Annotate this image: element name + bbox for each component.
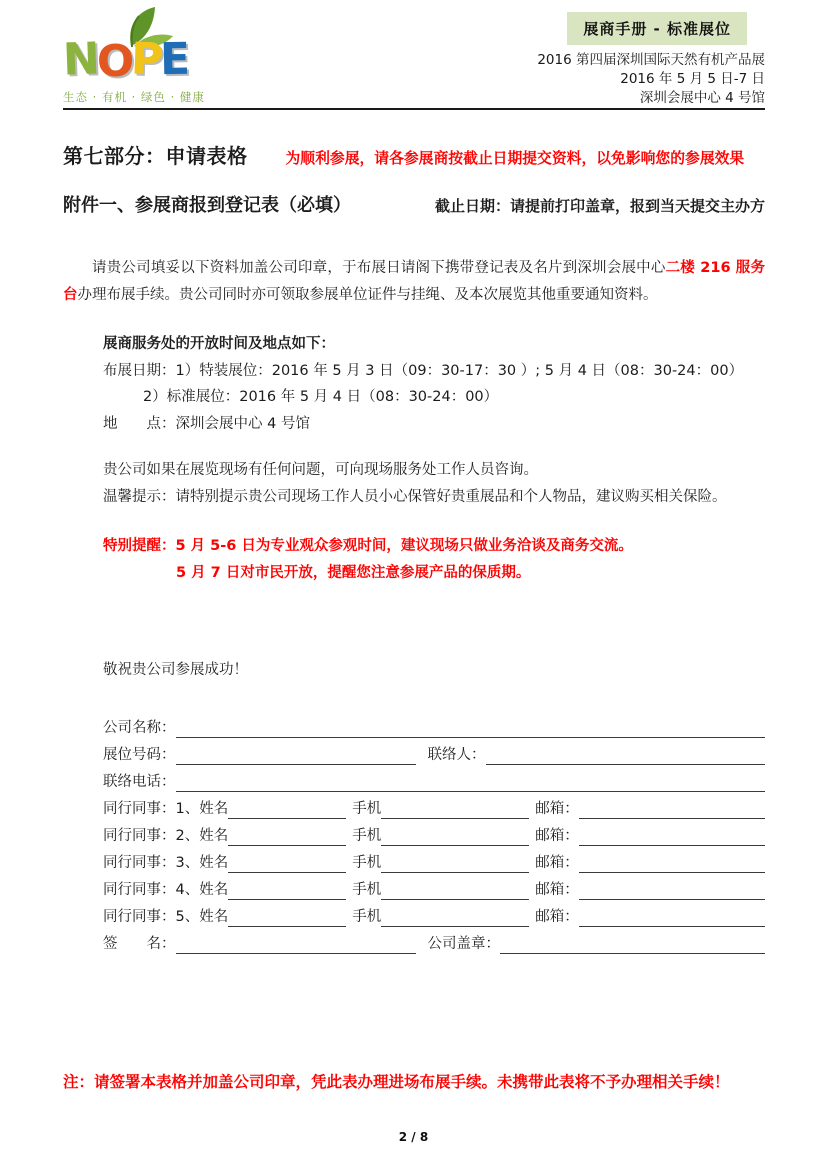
- intro-paragraph: [63, 255, 765, 309]
- colleague-row: [103, 792, 765, 819]
- phone-field[interactable]: [176, 774, 766, 792]
- colleague-name-field[interactable]: [228, 882, 346, 900]
- deadline-note: 截止日期：请提前打印盖章，报到当天提交主办方: [434, 197, 765, 215]
- mobile-label: 手机: [352, 828, 382, 844]
- colleague-name-label: 同行同事：1、姓名: [103, 801, 229, 817]
- company-name-field[interactable]: [176, 720, 766, 738]
- signature-field[interactable]: [176, 936, 416, 954]
- email-field[interactable]: [579, 909, 765, 927]
- booth-number-label: 展位号码：: [103, 747, 176, 763]
- logo-word: [62, 33, 233, 87]
- intro-text-after: 办理布展手续。贵公司同时亦可领取参展单位证件与挂绳、及本次展览其他重要通知资料。: [77, 287, 658, 303]
- colleague-name-field[interactable]: [228, 909, 346, 927]
- colleague-row: [103, 846, 765, 873]
- intro-highlight: 二楼 216 服务台: [63, 260, 765, 303]
- email-field[interactable]: [579, 828, 765, 846]
- colleague-name-label: 同行同事：5、姓名: [103, 909, 229, 925]
- mobile-field[interactable]: [381, 882, 529, 900]
- email-label: 邮箱：: [535, 855, 579, 871]
- intro-text-before: 请贵公司填妥以下资料加盖公司印章，于布展日请阁下携带登记表及名片到深圳会展中心: [92, 260, 666, 276]
- nope-logo: [63, 8, 233, 105]
- email-label: 邮箱：: [535, 882, 579, 898]
- mobile-field[interactable]: [381, 909, 529, 927]
- colleague-name-label: 同行同事：3、姓名: [103, 855, 229, 871]
- mobile-label: 手机: [352, 801, 382, 817]
- service-info-block: [103, 331, 765, 437]
- page-number: 2 / 8: [398, 1130, 429, 1144]
- footer-warning-note: 注：请签署本表格并加盖公司印章，凭此表办理进场布展手续。未携带此表将不予办理相关手续！: [63, 1073, 730, 1091]
- logo-letter-e: E: [160, 33, 188, 86]
- company-stamp-label: 公司盖章：: [427, 936, 500, 952]
- logo-tagline: 生态 · 有机 · 绿色 · 健康: [63, 90, 205, 104]
- colleague-row: [103, 900, 765, 927]
- logo-letter-p: P: [130, 33, 162, 86]
- mobile-field[interactable]: [381, 855, 529, 873]
- phone-row: [103, 765, 765, 792]
- colleague-row: [103, 819, 765, 846]
- service-hours-heading: 展商服务处的开放时间及地点如下：: [103, 336, 335, 352]
- attachment-title: 附件一、参展商报到登记表（必填）: [63, 195, 351, 216]
- signature-label: 签 名：: [103, 936, 176, 952]
- venue-line: 地 点：深圳会展中心 4 号馆: [103, 415, 310, 432]
- registration-form: [103, 711, 765, 954]
- section-title: 第七部分：申请表格: [63, 144, 248, 168]
- wish-line: 敬祝贵公司参展成功！: [103, 662, 248, 678]
- mobile-label: 手机: [352, 909, 382, 925]
- signature-row: [103, 927, 765, 954]
- warm-tip: 温馨提示：请特别提示贵公司现场工作人员小心保管好贵重展品和个人物品，建议购买相关保险。: [103, 489, 727, 505]
- colleague-name-label: 同行同事：2、姓名: [103, 828, 229, 844]
- colleague-name-label: 同行同事：4、姓名: [103, 882, 229, 898]
- header-event-info: [537, 8, 765, 108]
- contact-person-label: 联络人：: [427, 747, 486, 763]
- phone-label: 联络电话：: [103, 774, 176, 790]
- email-field[interactable]: [579, 855, 765, 873]
- logo-letter-n: N: [62, 33, 98, 86]
- event-venue: 深圳会展中心 4 号馆: [639, 90, 765, 106]
- setup-schedule-line-1: 布展日期：1）特装展位：2016 年 5 月 3 日（09：30-17：30 ）; 5 月 4 日（08：30-24：00）: [103, 362, 744, 379]
- special-reminder-line-2: 5 月 7 日对市民开放，提醒您注意参展产品的保质期。: [176, 565, 531, 581]
- setup-schedule-line-2: 2）标准展位：2016 年 5 月 4 日（08：30-24：00）: [143, 389, 499, 405]
- company-name-label: 公司名称：: [103, 720, 176, 736]
- company-name-row: [103, 711, 765, 738]
- event-name: 2016 第四届深圳国际天然有机产品展: [537, 52, 765, 68]
- colleague-name-field[interactable]: [228, 828, 346, 846]
- contact-person-field[interactable]: [486, 747, 766, 765]
- mobile-label: 手机: [352, 882, 382, 898]
- booth-number-field[interactable]: [176, 747, 416, 765]
- mobile-field[interactable]: [381, 801, 529, 819]
- special-reminder-line-1: 特别提醒：5 月 5-6 日为专业观众参观时间，建议现场只做业务洽谈及商务交流。: [103, 538, 633, 554]
- email-field[interactable]: [579, 801, 765, 819]
- notes-block: [103, 457, 765, 511]
- email-label: 邮箱：: [535, 801, 579, 817]
- page-header: [63, 0, 765, 110]
- colleague-name-field[interactable]: [228, 855, 346, 873]
- email-field[interactable]: [579, 882, 765, 900]
- special-reminder-block: [103, 533, 765, 587]
- onsite-help-note: 贵公司如果在展览现场有任何问题，可向现场服务处工作人员咨询。: [103, 462, 538, 478]
- section-title-note: 为顺利参展，请各参展商按截止日期提交资料，以免影响您的参展效果: [285, 150, 745, 167]
- mobile-label: 手机: [352, 855, 382, 871]
- company-stamp-field[interactable]: [500, 936, 765, 954]
- mobile-field[interactable]: [381, 828, 529, 846]
- event-date: 2016 年 5 月 5 日-7 日: [620, 71, 765, 87]
- colleague-name-field[interactable]: [228, 801, 346, 819]
- logo-letter-o: O: [96, 36, 132, 87]
- email-label: 邮箱：: [535, 828, 579, 844]
- colleague-row: [103, 873, 765, 900]
- booth-contact-row: [103, 738, 765, 765]
- email-label: 邮箱：: [535, 909, 579, 925]
- manual-type-badge: 展商手册 - 标准展位: [567, 12, 747, 45]
